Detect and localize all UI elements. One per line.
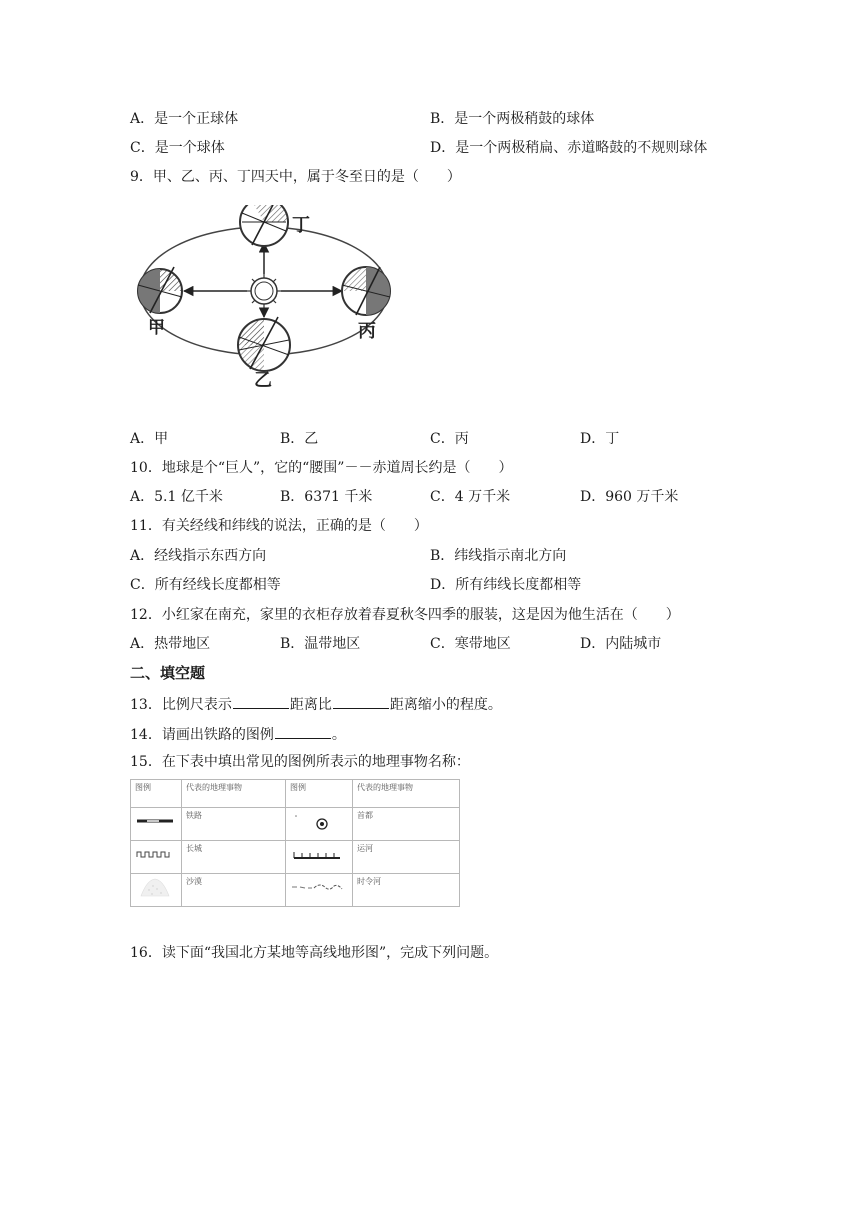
q9-stem: 9．甲、乙、丙、丁四天中，属于冬至日的是（ ） [130, 169, 461, 185]
q12-option-a: A．热带地区 [130, 636, 211, 652]
table-row [131, 807, 460, 840]
table-cell: 沙漠 [182, 873, 286, 906]
q12-option-d: D．内陆城市 [580, 636, 662, 652]
section-title: 二、填空题 [130, 664, 206, 682]
q12-option-c: C．寒带地区 [430, 636, 511, 652]
desert-symbol-icon [131, 873, 182, 906]
q13-part2: 距离比 [289, 697, 332, 713]
header-cell: 代表的地理事物 [353, 780, 460, 808]
table-row [131, 840, 460, 873]
q10-option-c: C．4 万千米 [430, 489, 511, 505]
q14-part2: 。 [331, 727, 346, 743]
legend-table [130, 779, 460, 907]
q11-option-b: B．纬线指示南北方向 [430, 548, 567, 564]
table-cell: 运河 [353, 840, 460, 873]
label-yi: 乙 [254, 370, 272, 390]
q10-stem: 10．地球是个“巨人”，它的“腰围”－－赤道周长约是（ ） [130, 460, 513, 476]
earth-ding-icon [240, 205, 288, 246]
seasonal-river-symbol-icon [286, 873, 353, 906]
q10-option-d: D．960 万千米 [580, 489, 679, 505]
q8-option-b: B．是一个两极稍鼓的球体 [430, 111, 595, 127]
great-wall-symbol-icon [131, 840, 182, 873]
q12-stem: 12．小红家在南充，家里的衣柜存放着春夏秋冬四季的服装，这是因为他生活在（ ） [130, 607, 680, 623]
q11-stem: 11．有关经线和纬线的说法，正确的是（ ） [130, 518, 428, 534]
q13-blank-1[interactable] [233, 694, 289, 709]
earth-bing-icon [342, 267, 390, 315]
table-cell: 长城 [182, 840, 286, 873]
label-jia: 甲 [148, 318, 165, 338]
q8-option-a: A．是一个正球体 [130, 111, 239, 127]
table-cell: 首都 [353, 807, 460, 840]
q13-blank-2[interactable] [333, 694, 389, 709]
q13-part1: 13．比例尺表示 [130, 697, 232, 713]
label-bing: 丙 [358, 321, 376, 342]
q13-part3: 距离缩小的程度。 [389, 697, 502, 713]
q12-option-b: B．温带地区 [280, 636, 361, 652]
q10-option-b: B．6371 千米 [280, 489, 373, 505]
q14-line [130, 724, 346, 744]
q11-option-d: D．所有纬线长度都相等 [430, 577, 582, 593]
q9-option-d: D．丁 [580, 431, 620, 447]
q9-option-a: A．甲 [130, 431, 169, 447]
table-header-row [131, 780, 460, 808]
earth-yi-icon [238, 317, 290, 371]
table-row [131, 873, 460, 906]
q11-option-c: C．所有经线长度都相等 [130, 577, 281, 593]
header-cell: 图例 [286, 780, 353, 808]
q11-option-a: A．经线指示东西方向 [130, 548, 267, 564]
earth-orbit-figure [130, 205, 400, 390]
q16-stem: 16．读下面“我国北方某地等高线地形图”，完成下列问题。 [130, 945, 499, 961]
q13-line [130, 694, 502, 714]
q9-option-c: C．丙 [430, 431, 469, 447]
table-cell: 铁路 [182, 807, 286, 840]
sun-icon [247, 274, 281, 308]
railway-symbol-icon [131, 807, 182, 840]
q8-option-c: C．是一个球体 [130, 140, 225, 156]
q14-blank[interactable] [275, 724, 331, 739]
capital-symbol-icon [286, 807, 353, 840]
q14-part1: 14．请画出铁路的图例 [130, 727, 274, 743]
q9-option-b: B．乙 [280, 431, 319, 447]
q10-option-a: A．5.1 亿千米 [130, 489, 223, 505]
table-cell: 时令河 [353, 873, 460, 906]
q15-stem: 15．在下表中填出常见的图例所表示的地理事物名称： [130, 754, 470, 770]
label-ding: 丁 [292, 215, 310, 236]
canal-symbol-icon [286, 840, 353, 873]
header-cell: 图例 [131, 780, 182, 808]
header-cell: 代表的地理事物 [182, 780, 286, 808]
q8-option-d: D．是一个两极稍扁、赤道略鼓的不规则球体 [430, 140, 708, 156]
